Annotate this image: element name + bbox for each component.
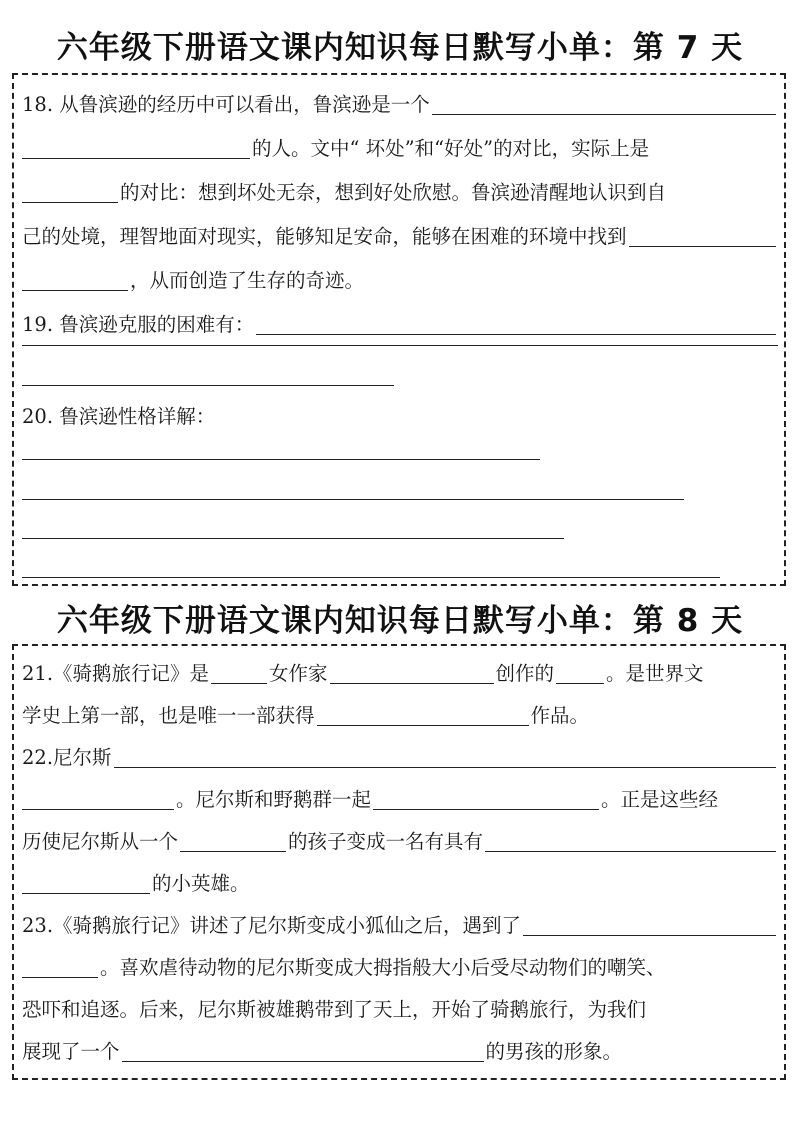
q20-rule-2[interactable] [22, 499, 684, 500]
q22-blank-4[interactable] [180, 829, 286, 852]
q18-line-2 [22, 125, 778, 169]
q18-blank-3[interactable] [22, 180, 118, 203]
q22-blank-1[interactable] [114, 745, 776, 768]
q18-line-5 [22, 257, 778, 301]
q23-text-d1: 展现了一个 [22, 1040, 120, 1063]
day7-title: 六年级下册语文课内知识每日默写小单：第 7 天 [56, 30, 744, 66]
q23-blank-3[interactable] [122, 1039, 484, 1062]
q22-text-a: 22.尼尔斯 [22, 746, 112, 769]
q23-text-d2: 的男孩的形象。 [485, 1040, 623, 1063]
q23-line-4 [22, 1028, 778, 1072]
q23-blank-2[interactable] [22, 955, 98, 978]
q18-line-1 [22, 81, 778, 125]
q22-blank-3[interactable] [373, 787, 599, 810]
q23-line-3 [22, 986, 778, 1030]
q19-label: 19. 鲁滨逊克服的困难有： [22, 313, 255, 336]
q18-text-e: ，从而创造了生存的奇迹。 [130, 269, 365, 292]
q21-line-2 [22, 692, 778, 736]
q22-line-3 [22, 818, 778, 862]
q18-blank-1[interactable] [432, 92, 776, 115]
q22-text-d: 的小英雄。 [152, 872, 250, 895]
q19-rule-2[interactable] [22, 345, 778, 346]
q18-text-d: 己的处境，理智地面对现实，能够知足安命，能够在困难的环境中找到 [22, 225, 627, 248]
q22-line-4 [22, 860, 778, 904]
q19-line-1 [22, 301, 778, 345]
q22-blank-5[interactable] [485, 829, 776, 852]
q20-rule-3[interactable] [22, 538, 564, 539]
day8-title: 六年级下册语文课内知识每日默写小单：第 8 天 [56, 603, 744, 639]
q18-text-c: 的对比：想到坏处无奈，想到好处欣慰。鲁滨逊清醒地认识到自 [120, 181, 667, 204]
q19-blank-1[interactable] [256, 312, 776, 335]
q23-text-c: 恐吓和追逐。后来，尼尔斯被雄鹅带到了天上，开始了骑鹅旅行，为我们 [22, 998, 647, 1021]
day8-box [12, 644, 786, 1080]
day7-box [12, 73, 786, 586]
q21-blank-4[interactable] [317, 703, 529, 726]
q21-text-b2: 作品。 [530, 704, 590, 727]
q21-line-1 [22, 650, 778, 694]
q18-blank-2[interactable] [22, 136, 250, 159]
q21-text-a4: 。是世界文 [606, 662, 704, 685]
q23-blank-1[interactable] [523, 913, 776, 936]
q18-line-4 [22, 213, 778, 257]
q23-text-a: 23.《骑鹅旅行记》讲述了尼尔斯变成小狐仙之后，遇到了 [22, 914, 522, 937]
q22-line-2 [22, 776, 778, 820]
q20-rule-4[interactable] [22, 577, 720, 578]
q20-line-1 [22, 393, 778, 437]
q22-text-b1: 。尼尔斯和野鹅群一起 [176, 788, 372, 811]
q19-rule-3[interactable] [22, 385, 394, 386]
q22-text-c1: 历使尼尔斯从一个 [22, 830, 179, 853]
q21-blank-3[interactable] [556, 661, 604, 684]
q22-blank-2[interactable] [22, 787, 174, 810]
q21-text-a2: 女作家 [269, 662, 328, 685]
q22-blank-6[interactable] [22, 871, 150, 894]
q23-line-1 [22, 902, 778, 946]
q18-blank-5[interactable] [22, 268, 128, 291]
q21-text-a1: 21.《骑鹅旅行记》是 [22, 662, 210, 685]
q21-blank-1[interactable] [211, 661, 267, 684]
q21-text-b1: 学史上第一部，也是唯一一部获得 [22, 704, 315, 727]
q18-text-b: 的人。文中“ 坏处”和“好处”的对比，实际上是 [252, 137, 650, 160]
q21-blank-2[interactable] [330, 661, 494, 684]
q23-text-b: 。喜欢虐待动物的尼尔斯变成大拇指般大小后受尽动物们的嘲笑、 [100, 956, 666, 979]
q22-line-1 [22, 734, 778, 778]
q21-text-a3: 创作的 [495, 662, 555, 685]
q18-line-3 [22, 169, 778, 213]
q22-text-c2: 的孩子变成一名有具有 [288, 830, 484, 853]
q18-text-a: 18. 从鲁滨逊的经历中可以看出，鲁滨逊是一个 [22, 93, 430, 116]
q18-blank-4[interactable] [629, 224, 776, 247]
q22-text-b2: 。正是这些经 [601, 788, 719, 811]
q23-line-2 [22, 944, 778, 988]
q20-label: 20. 鲁滨逊性格详解： [22, 405, 216, 428]
q20-rule-1[interactable] [22, 459, 540, 460]
